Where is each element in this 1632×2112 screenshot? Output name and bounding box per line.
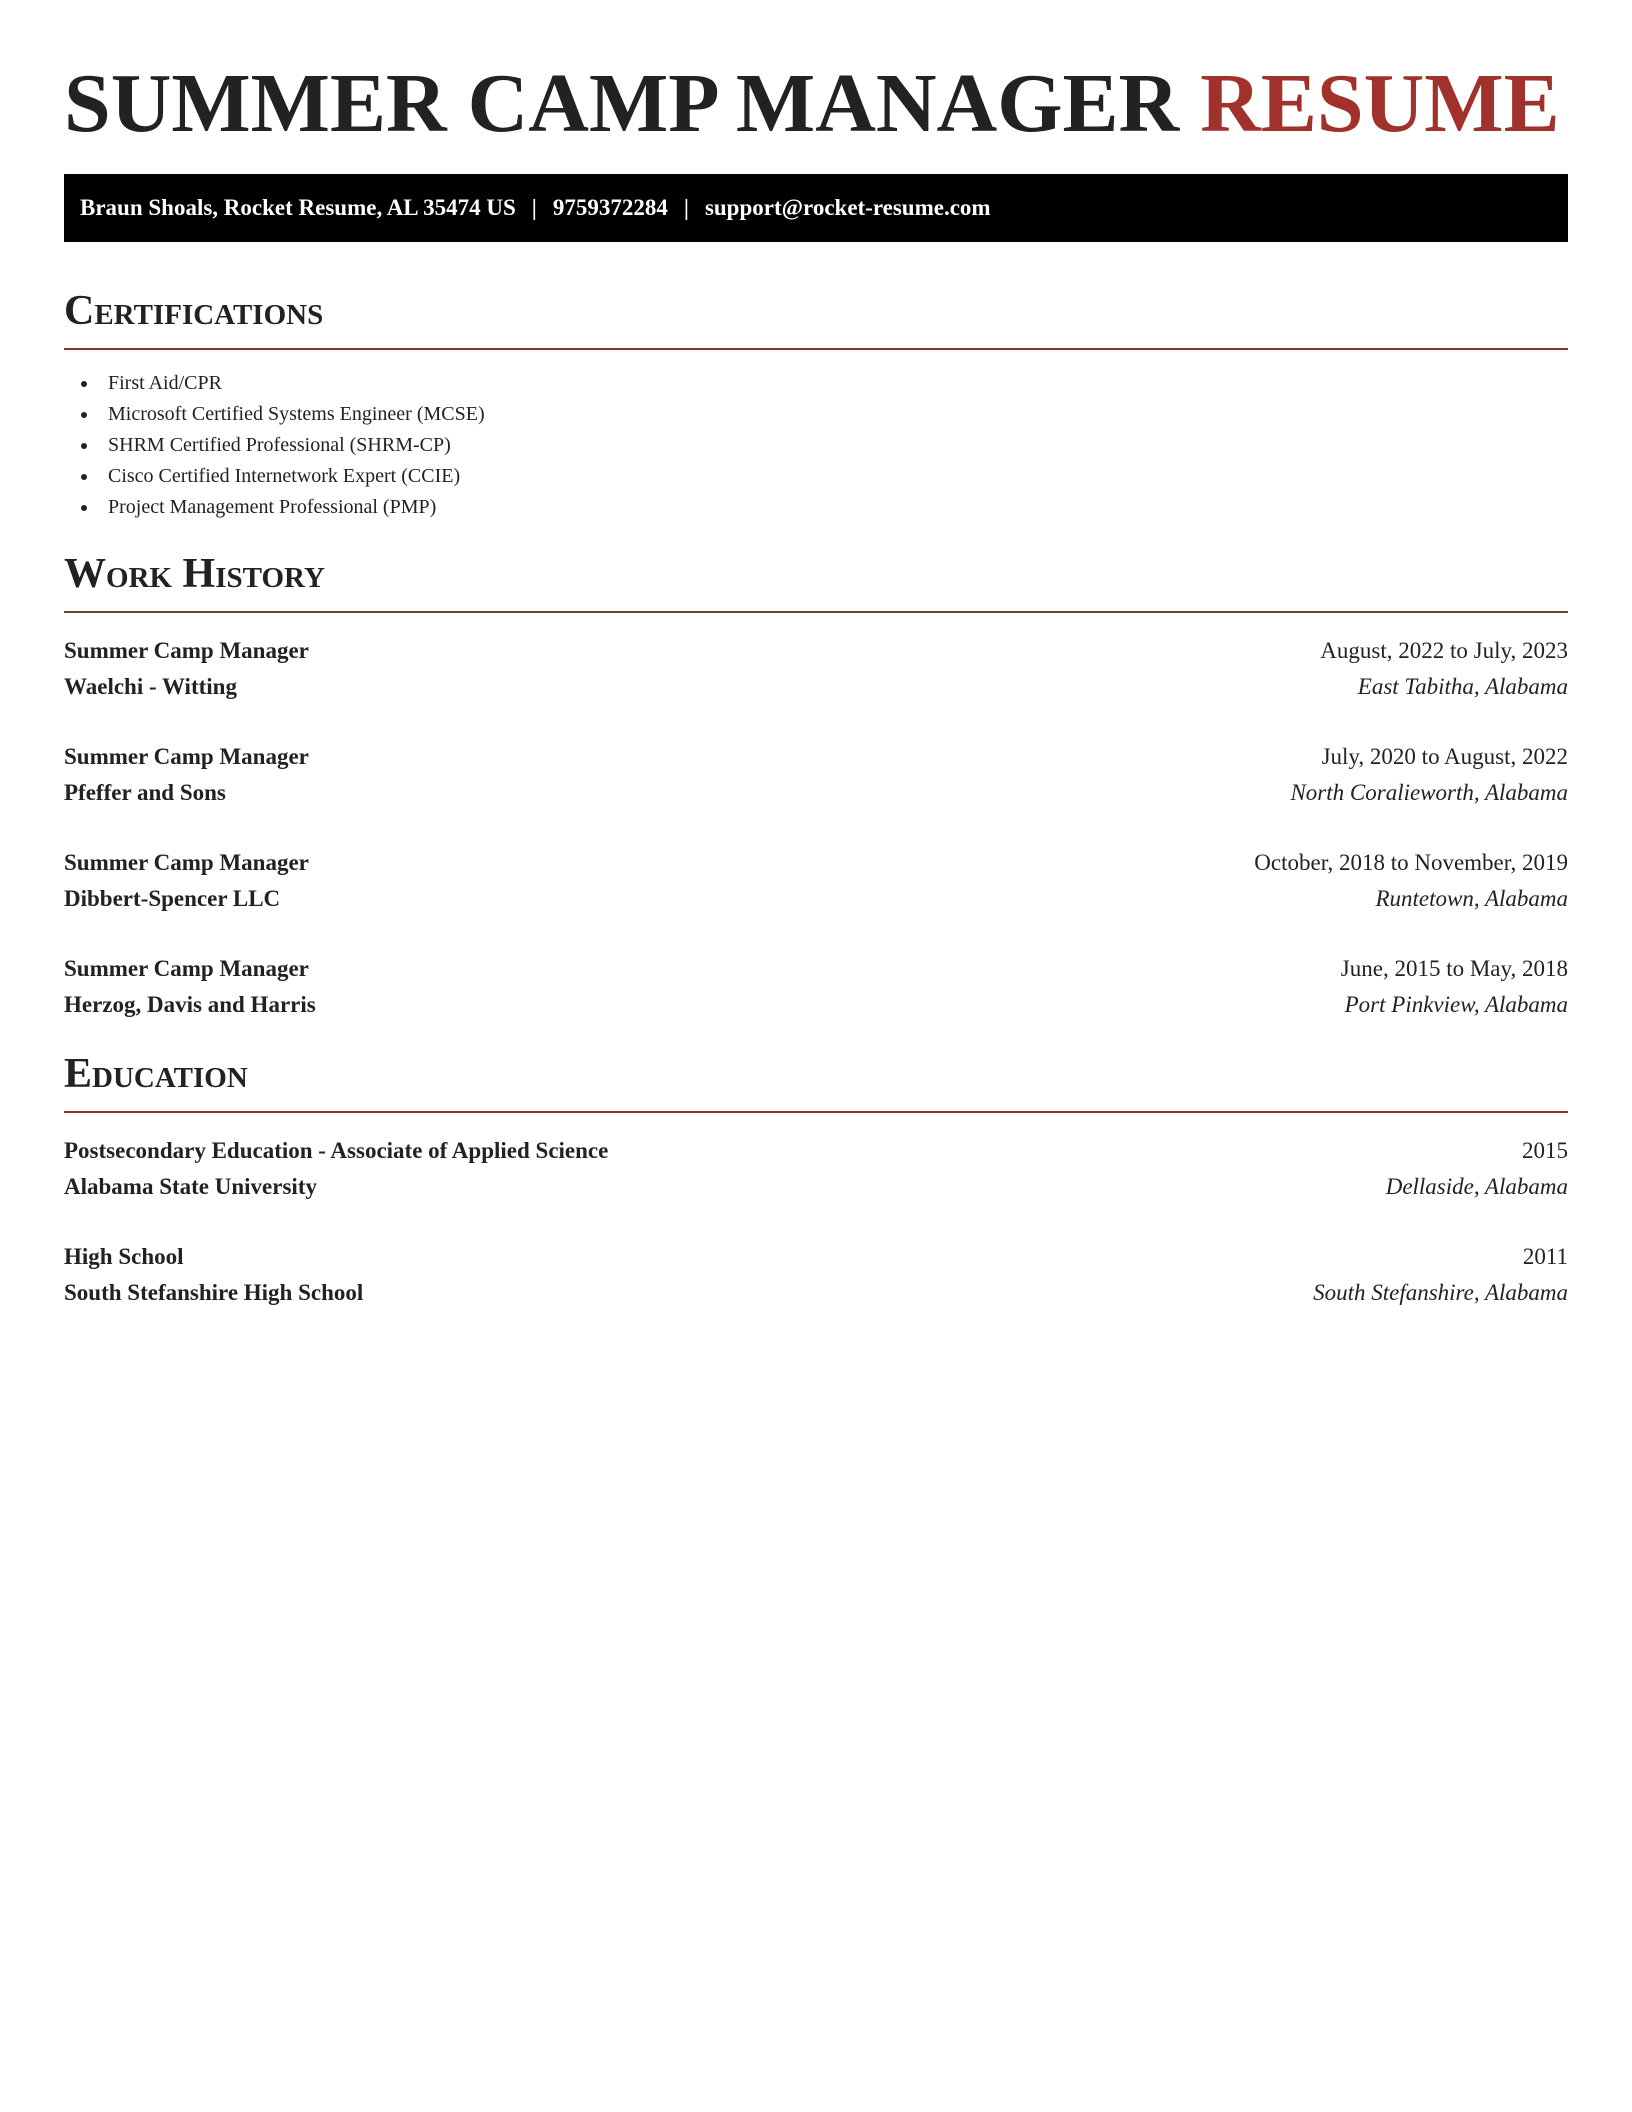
job-company: Pfeffer and Sons [64, 780, 226, 805]
job-location: North Coralieworth, Alabama [1290, 780, 1568, 805]
job-company: Waelchi - Witting [64, 674, 237, 699]
work-history-list [64, 633, 1568, 1023]
education-year: 2015 [1522, 1138, 1568, 1163]
section-divider [64, 611, 1568, 613]
education-school: Alabama State University [64, 1174, 317, 1199]
job-dates: October, 2018 to November, 2019 [1254, 850, 1568, 875]
resume-page [64, 0, 1568, 1311]
education-heading: Education [64, 1051, 248, 1097]
certifications-heading: Certifications [64, 288, 324, 334]
job-location: Port Pinkview, Alabama [1344, 992, 1568, 1017]
certification-item: Project Management Professional (PMP) [64, 492, 1568, 523]
contact-separator: | [531, 195, 537, 220]
certifications-list [64, 368, 1568, 523]
education-entry [64, 1133, 1568, 1205]
education-degree: Postsecondary Education - Associate of Applied Science [64, 1138, 609, 1163]
title-main: SUMMER CAMP MANAGER [64, 57, 1180, 150]
job-location: Runtetown, Alabama [1375, 886, 1568, 911]
job-entry [64, 633, 1568, 705]
section-divider [64, 348, 1568, 350]
job-entry [64, 951, 1568, 1023]
job-dates: June, 2015 to May, 2018 [1340, 956, 1568, 981]
job-entry [64, 739, 1568, 811]
education-location: South Stefanshire, Alabama [1313, 1280, 1568, 1305]
job-title: Summer Camp Manager [64, 744, 309, 769]
job-location: East Tabitha, Alabama [1357, 674, 1568, 699]
job-dates: July, 2020 to August, 2022 [1321, 744, 1568, 769]
page-title [64, 0, 1568, 154]
job-title: Summer Camp Manager [64, 956, 309, 981]
job-entry [64, 845, 1568, 917]
contact-phone: 9759372284 [552, 195, 668, 220]
job-title: Summer Camp Manager [64, 638, 309, 663]
job-company: Dibbert-Spencer LLC [64, 886, 281, 911]
certification-item: Cisco Certified Internetwork Expert (CCIE) [64, 461, 1568, 492]
certification-item: First Aid/CPR [64, 368, 1568, 399]
certification-item: Microsoft Certified Systems Engineer (MCSE) [64, 399, 1568, 430]
education-location: Dellaside, Alabama [1385, 1174, 1568, 1199]
job-company: Herzog, Davis and Harris [64, 992, 316, 1017]
education-degree: High School [64, 1244, 184, 1269]
education-school: South Stefanshire High School [64, 1280, 364, 1305]
work-history-heading: Work History [64, 551, 325, 597]
contact-address: Braun Shoals, Rocket Resume, AL 35474 US [80, 195, 516, 220]
education-entry [64, 1239, 1568, 1311]
education-year: 2011 [1522, 1244, 1568, 1269]
contact-email: support@rocket-resume.com [704, 195, 991, 220]
section-divider [64, 1111, 1568, 1113]
title-accent: RESUME [1200, 57, 1560, 150]
job-title: Summer Camp Manager [64, 850, 309, 875]
certification-item: SHRM Certified Professional (SHRM-CP) [64, 430, 1568, 461]
contact-separator: | [683, 195, 689, 220]
education-list [64, 1133, 1568, 1311]
contact-bar [64, 174, 1568, 242]
job-dates: August, 2022 to July, 2023 [1320, 638, 1568, 663]
